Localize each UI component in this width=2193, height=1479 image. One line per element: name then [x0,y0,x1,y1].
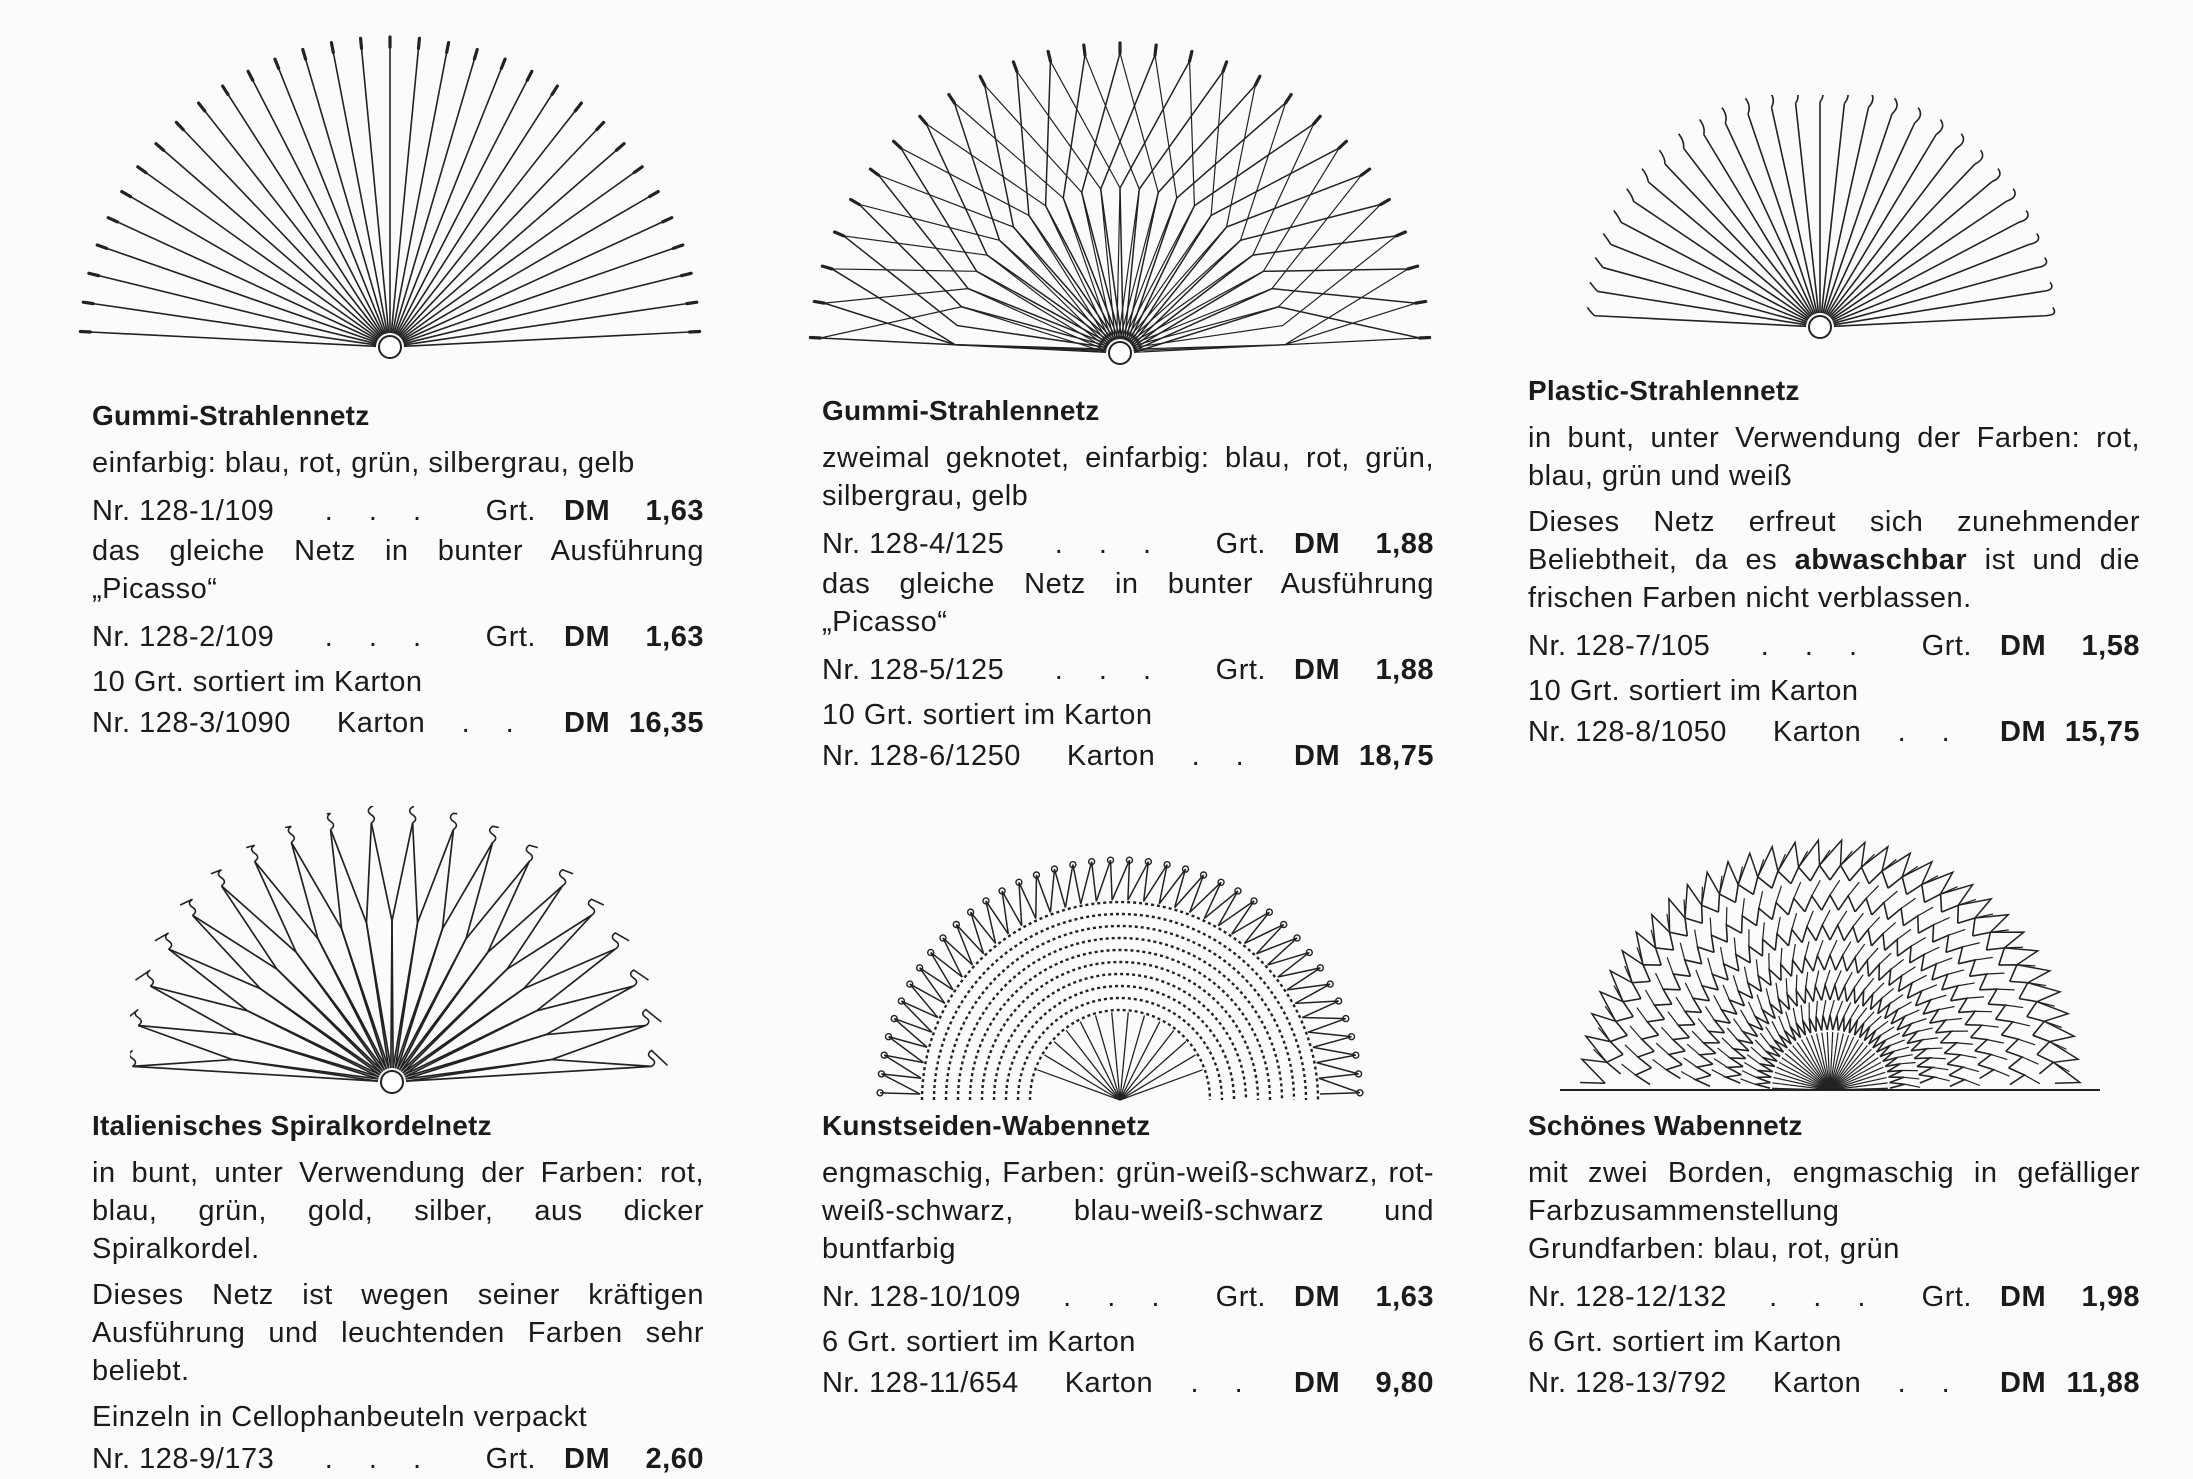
price-row [1528,1276,2140,1318]
price-row [822,735,1434,777]
price-row [92,1438,704,1479]
sorted-text: 6 Grt. sortiert im Karton [822,1326,1136,1358]
sorted-text: 6 Grt. sortiert im Karton [1528,1326,1842,1358]
product-card [92,400,704,744]
unit-label: Karton [1772,1367,1862,1399]
plastic-radial-net-icon [1560,95,2100,345]
unit-label: Karton [1066,740,1156,772]
article-number: Nr. 128-7/105 [1528,630,1711,662]
leader-dots: . . . [1760,630,1872,662]
unit-label: Grt. [1215,1281,1266,1313]
article-number: Nr. 128-1/109 [92,495,275,527]
currency-label: DM [564,1443,611,1475]
leader-dots: . . . [1769,1281,1880,1313]
product-title: Gummi-Strahlennetz [822,395,1100,426]
article-number: Nr. 128-8/1050 [1528,716,1727,748]
currency-label: DM [1294,1281,1341,1313]
unit-label: Grt. [1215,528,1266,560]
price-value: 1,63 [645,621,704,653]
silk-honeycomb-net-icon [850,810,1390,1110]
product-colors: zweimal geknotet, einfarbig: blau, rot, grün, silbergrau, gelb [822,442,1434,512]
spiral-cord-net-icon [130,800,690,1100]
price-row [92,702,704,744]
article-number: Nr. 128-11/654 [822,1367,1019,1399]
packaging-note: Einzeln in Cellophanbeuteln verpackt [92,1401,588,1433]
product-colors: in bunt, unter Verwendung der Farben: rot, blau, grün, gold, silber, aus dicker Spiralkordel. [92,1157,704,1265]
unit-label: Karton [1064,1367,1154,1399]
price-value: 1,63 [1375,1281,1434,1313]
currency-label: DM [1294,740,1341,772]
currency-label: DM [564,707,611,739]
product-title: Schönes Wabennetz [1528,1110,1803,1141]
price-row [1528,625,2140,667]
base-colors: Grundfarben: blau, rot, grün [1528,1233,1900,1265]
product-title: Italienisches Spiralkordelnetz [92,1110,492,1141]
price-value: 15,75 [2064,716,2140,748]
leader-dots: . . . [324,495,436,527]
leader-dots: . . . [1054,528,1166,560]
price-row [822,523,1434,565]
article-number: Nr. 128-9/173 [92,1443,275,1475]
price-value: 18,75 [1358,740,1434,772]
price-value: 9,80 [1375,1367,1434,1399]
product-card [822,1110,1434,1404]
price-value: 1,88 [1375,654,1434,686]
article-number: Nr. 128-13/792 [1528,1367,1727,1399]
price-value: 1,88 [1375,528,1434,560]
variant-text: das gleiche Netz in bunter Ausführung „Picasso“ [822,568,1434,638]
variant-text: das gleiche Netz in bunter Ausführung „Picasso“ [92,535,704,605]
product-card [1528,1110,2140,1404]
unit-label: Grt. [1921,1281,1972,1313]
currency-label: DM [2000,1367,2047,1399]
radial-net-icon [70,25,710,375]
article-number: Nr. 128-10/109 [822,1281,1021,1313]
product-colors: engmaschig, Farben: grün-weiß-schwarz, rot-weiß-schwarz, blau-weiß-schwarz und buntfarbig [822,1157,1434,1265]
leader-dots: . . . [1054,654,1166,686]
leader-dots: . . [1191,740,1258,772]
leader-dots: . . [1897,716,1964,748]
article-number: Nr. 128-2/109 [92,621,275,653]
honeycb-net-icon [1560,810,2100,1100]
product-colors: einfarbig: blau, rot, grün, silbergrau, gelb [92,447,635,479]
unit-label: Karton [1772,716,1862,748]
leader-dots: . . [1897,1367,1964,1399]
price-row [1528,1362,2140,1404]
price-row [822,649,1434,691]
price-value: 2,60 [645,1443,704,1475]
article-number: Nr. 128-5/125 [822,654,1005,686]
currency-label: DM [564,621,611,653]
product-title: Kunstseiden-Wabennetz [822,1110,1151,1141]
article-number: Nr. 128-4/125 [822,528,1005,560]
currency-label: DM [564,495,611,527]
currency-label: DM [1294,1367,1341,1399]
leader-dots: . . [461,707,528,739]
product-colors: mit zwei Borden, engmaschig in gefälliger Farbzusammenstellung [1528,1157,2140,1227]
description-highlight: abwaschbar [1794,544,1968,576]
product-card [822,395,1434,777]
unit-label: Grt. [485,495,536,527]
sorted-text: 10 Grt. sortiert im Karton [92,666,423,698]
leader-dots: . . . [324,621,436,653]
unit-label: Grt. [485,621,536,653]
price-row [92,490,704,532]
currency-label: DM [2000,1281,2047,1313]
price-row [822,1276,1434,1318]
price-row [1528,711,2140,753]
product-title: Gummi-Strahlennetz [92,400,370,431]
article-number: Nr. 128-3/1090 [92,707,291,739]
price-value: 1,63 [645,495,704,527]
price-value: 1,98 [2081,1281,2140,1313]
unit-label: Grt. [485,1443,536,1475]
sorted-text: 10 Grt. sortiert im Karton [822,699,1153,731]
unit-label: Grt. [1215,654,1266,686]
price-row [92,616,704,658]
unit-label: Karton [336,707,426,739]
sorted-text: 10 Grt. sortiert im Karton [1528,675,1859,707]
leader-dots: . . . [324,1443,436,1475]
product-card [1528,375,2140,753]
leader-dots: . . . [1063,1281,1174,1313]
product-description [1528,503,2140,617]
product-title: Plastic-Strahlennetz [1528,375,1800,406]
product-colors: in bunt, unter Verwendung der Farben: rot, blau, grün und weiß [1528,422,2140,492]
article-number: Nr. 128-6/1250 [822,740,1021,772]
description-text: ist und die frischen Farben nicht verblassen. [1528,544,2141,614]
description-text: Dieses Netz erfreut sich zunehmender Beliebtheit, da es [1528,506,2140,576]
knotted-radial-net-icon [800,35,1440,375]
currency-label: DM [2000,630,2047,662]
price-value: 16,35 [628,707,704,739]
currency-label: DM [1294,654,1341,686]
article-number: Nr. 128-12/132 [1528,1281,1727,1313]
product-card [92,1110,704,1479]
price-value: 1,58 [2081,630,2140,662]
product-description: Dieses Netz ist wegen seiner kräftigen Ausführung und leuchtenden Farben sehr beliebt. [92,1279,704,1387]
currency-label: DM [1294,528,1341,560]
leader-dots: . . [1190,1367,1257,1399]
unit-label: Grt. [1921,630,1972,662]
price-value: 11,88 [2066,1367,2140,1399]
currency-label: DM [2000,716,2047,748]
price-row [822,1362,1434,1404]
